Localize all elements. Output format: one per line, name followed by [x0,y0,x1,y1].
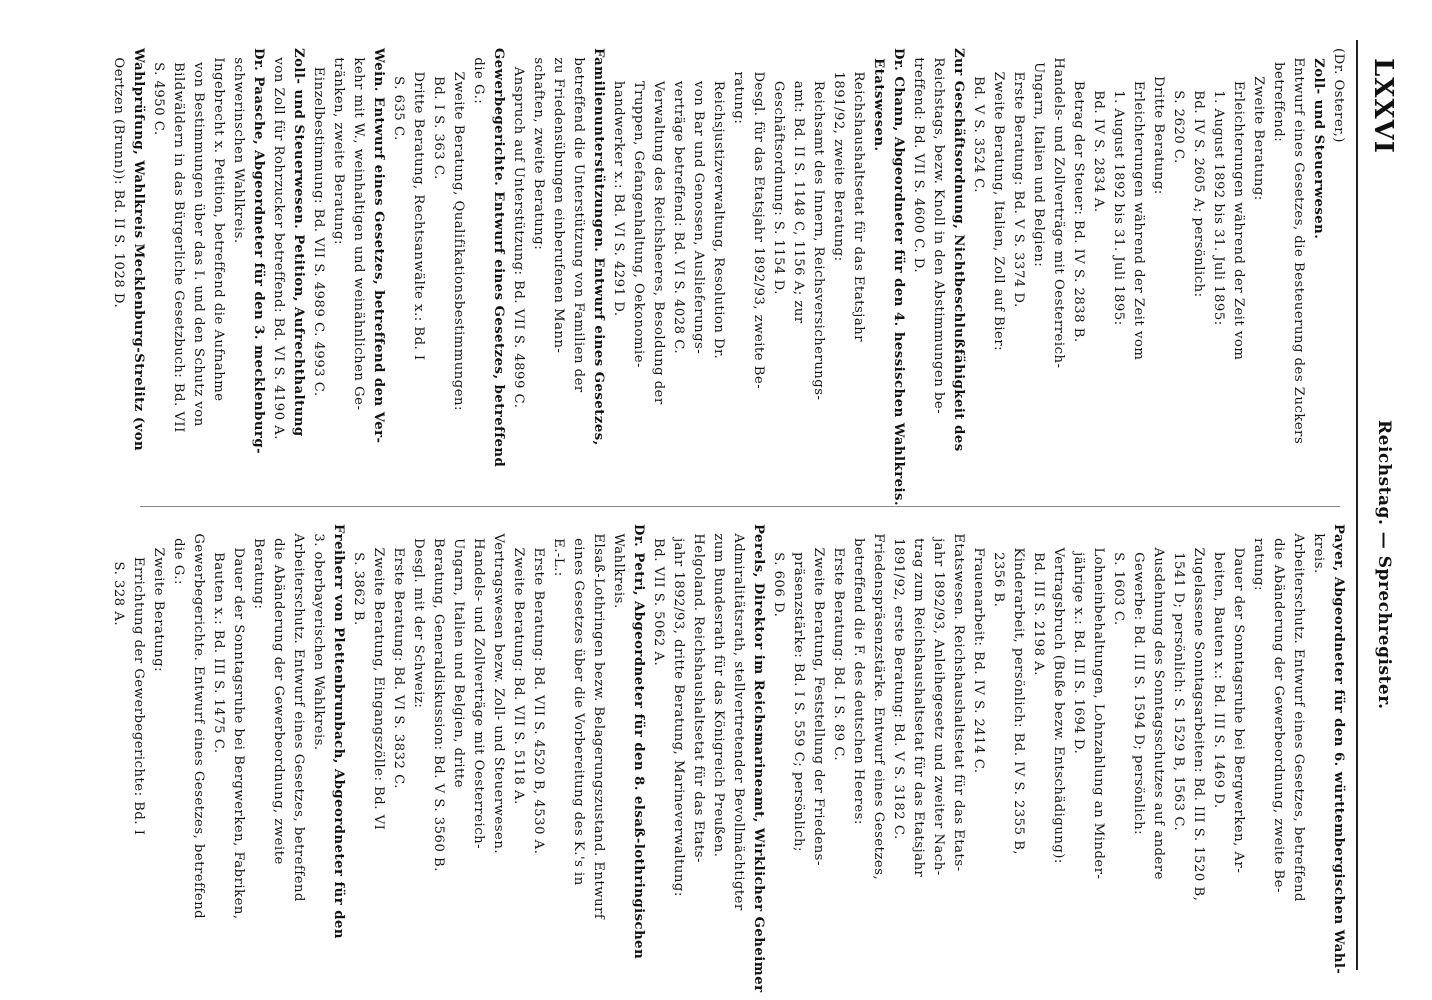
register-line: 1891/92, zweite Beratung: [831,48,846,262]
register-line: Beratung, Generaldiskussion: Bd. V S. 3560 B. [431,524,446,872]
register-line: S. 606 D. [771,524,786,618]
register-line: betreffend: [1271,48,1286,143]
register-line: Handels- und Zollverträge mit Oesterreich- [471,524,486,850]
register-line: 1541 D; persönlich: S. 1529 B, 1563 C. [1171,524,1186,832]
register-line: die Abänderung der Gewerbeordnung, zweite [271,524,286,865]
register-line: Gewerbe: Bd. III S. 1594 D; persönlich: [1131,524,1146,836]
register-line: S. 4950 C. [151,48,166,136]
register-line: 1. August 1892 bis 31. Juli 1895: [1211,48,1226,326]
register-line: Etatswesen. Reichshaushaltsetat für das Etats- [951,524,966,872]
register-line: amt: Bd. II S. 1148 C, 1156 A; zur [791,48,806,324]
register-line: Errichtung der Gewerbegerichte: Bd. I [131,524,146,836]
register-line: Anspruch auf Unterstützung: Bd. VII S. 4899 C. [511,48,526,409]
register-line: beiten, Bauten x.: Bd. III S. 1469 D. [1211,524,1226,809]
register-line: Bd. VII S. 5062 A. [651,524,666,667]
register-line: handwerker x.: Bd. VI S. 4291 D. [611,48,626,317]
register-line: Bd. I S. 363 C. [431,48,446,180]
register-line: Gewerbegerichte. Entwurf eines Gesetzes, betreffend [191,524,206,920]
register-line: (Dr. Osterer,) [1331,48,1346,143]
register-line: Zweite Beratung, Italien, Zoll auf Bier: [991,48,1006,352]
register-line: Ingebrecht x. Petition, betreffend die Aufnahme [211,48,226,402]
register-line: Zweite Beratung: Bd. VII S. 5118 A. [511,524,526,805]
register-line: Bd. V S. 3524 C. [971,48,986,193]
register-line: Handels- und Zollverträge mit Oesterreich- [1051,48,1066,369]
register-line: Erste Beratung: Bd. I S. 89 C. [831,524,846,762]
register-line: Arbeiterschutz. Entwurf eines Gesetzes, betreffend [291,524,306,902]
register-line: Einzelbestimmung: Bd. VII S. 4989 C. 4993 C. [311,48,326,397]
register-line: zum Bundesrath für das Königreich Preußen. [711,524,726,858]
register-line: Bildwäldern in das Bürgerliche Gesetzbuch: Bd. VII [171,48,186,433]
register-line: Erleichterungen während der Zeit vom [1131,48,1146,361]
register-line: von Bar und Genossen, Auslieferungs- [691,48,706,355]
register-line: S. 1603 C. [1111,524,1126,626]
register-line: Vertragsbruch (Buße bezw. Entschädigung): [1051,524,1066,864]
register-line: kehr mit W., weinhaltigen und weinähnlichen Ge- [351,48,366,411]
register-line: Helgoland. Reichshaushaltsetat für das Etats- [691,524,706,863]
register-line: Verwaltung des Reichsheeres, Besoldung der [651,48,666,405]
register-line: Wein. Entwurf eines Gesetzes, betreffend den Ver- [371,48,386,444]
register-line: von Zoll für Rohrzucker betreffend: Bd. VI S. 4190 A. [271,48,286,440]
register-line: Perels, Direktor im Reichsmarineamt, Wirklicher Geheimer [751,524,766,993]
register-line: 2356 B. [991,524,1006,608]
register-line: Zoll- und Steuerwesen. Petition, Aufrechthaltung [291,48,306,437]
register-line: Familienunterstützungen. Entwurf eines Gesetzes, [591,48,606,446]
register-line: ratung: [1251,524,1266,591]
register-line: Dritte Beratung, Rechtsanwälte x.: Bd. I [411,48,426,361]
register-line: S. 2620 C. [1171,48,1186,164]
register-line: die G.: [171,524,186,585]
register-line: Dr. Petri, Abgeordneter für den 8. elsaß-lothringischen [631,524,646,960]
register-line: Bd. IV S. 2834 A. [1091,48,1106,213]
register-line: Friedenspräsenzstärke. Entwurf eines Gesetzes, [871,524,886,881]
header-rule [1356,40,1358,970]
register-line: Reichshaushaltsetat für das Etatsjahr [851,48,866,343]
register-line: Dr. Chann, Abgeordneter für den 4. hessischen Wahlkreis. [891,48,906,507]
register-line: von Bestimmungen über das I. und den Schutz von [191,48,206,427]
register-line: Wahlprüfung, Wahlkreis Mecklenburg-Strelitz (von [131,48,146,452]
register-line: Arbeiterschutz. Entwurf eines Gesetzes, betreffend [1291,524,1306,902]
register-line: Truppen, Gefangenhaltung, Oekonomie- [631,48,646,368]
register-line: Etatswesen. [871,48,886,152]
register-line: Erste Beratung: Bd. VII S. 4520 B, 4530 A. [531,524,546,855]
page-number: LXXVI [1368,58,1398,154]
register-line: schwerinschen Wahlkreis. [231,48,246,244]
register-line: Frauenarbeit: Bd. IV S. 2414 C. [971,524,986,774]
register-line: Zweite Beratung, Qualifikationsbestimmungen: [451,48,466,411]
register-line: die Abänderung der Gewerbeordnung, zweite Be- [1271,524,1286,893]
register-line: treffend: Bd. VII S. 4600 C. D. [911,48,926,274]
register-line: Payer, Abgeordneter für den 6. württembergischen Wahl- [1331,524,1346,975]
register-line: Wahlkreis. [611,524,626,609]
register-line: Zur Geschäftsordnung, Nichtbeschlußfähigkeit des [951,48,966,452]
register-line: Beratung: [251,524,266,610]
register-line: kreis. [1311,524,1326,574]
register-line: zu Friedensübungen einberufenen Mann- [551,48,566,354]
register-line: Admiralitätsrath, stellvertretender Bevollmächtigter [731,524,746,911]
register-line: 1. August 1892 bis 31. Juli 1895: [1111,48,1126,326]
running-head: Reichstag. — Sprechregister. [1374,420,1394,710]
right-column [108,524,1348,993]
register-line: Dr. Paasche, Abgeordneter für den 3. mecklenburg- [251,48,266,455]
register-line: Oertzen (Brunn)): Bd. II S. 1028 D. [111,48,126,309]
register-line: Reichstags, bezw. Knoll in den Abstimmungen be- [931,48,946,415]
register-line: Reichsamt des Innern, Reichsversicherungs- [811,48,826,401]
register-line: jahr 1892/93, Anleihegesetz und zweiter Nach- [931,524,946,876]
register-line: Erleichterungen während der Zeit vom [1231,48,1246,361]
register-line: ratung: [731,48,746,125]
register-line: Reichsjustizverwaltung, Resolution Dr. [711,48,726,360]
register-line: Gewerbegerichte. Entwurf eines Gesetzes, betreffend [491,48,506,468]
register-line: S. 3862 B. [351,524,366,626]
register-line: betreffend die Unterstützung von Familien der [571,48,586,393]
register-line: präsenzstärke: Bd. I S. 559 C; persönlich; [791,524,806,852]
register-line: Geschäftsordnung: S. 1154 D. [771,48,786,295]
register-line: S. 635 C. [391,48,406,141]
left-column [108,48,1348,507]
register-line: E.-L.: [551,524,566,577]
register-line: Betrag der Steuer: Bd. IV S. 2838 B. [1071,48,1086,343]
register-line: Vertragswesen bezw. Zoll- und Steuerwesen. [491,524,506,855]
register-line: Elsaß-Lothringen bezw. Belagerungszustand. Entwurf [591,524,606,920]
register-line: 1891/92, erste Beratung: Bd. V S. 3182 C. [891,524,906,840]
register-line: Desgl. mit der Schweiz: [411,524,426,709]
register-line: Bd. III S. 2198 A. [1031,524,1046,676]
register-line: 3. oberbayerischen Wahlkreis. [311,524,326,751]
register-line: tränken, zweite Beratung: [331,48,346,245]
column-divider [140,506,1340,507]
register-line: Freiherr von Plettenbrunbach, Abgeordneter für den [331,524,346,939]
register-line: Dritte Beratung: [1151,48,1166,195]
register-line: verträge betreffend: Bd. VI S. 4028 C. [671,48,686,355]
register-line: Dauer der Sonntagsruhe bei Bergwerken, Fabriken, [231,524,246,920]
register-line: trag zum Reichshaushaltsetat für das Etatsjahr [911,524,926,878]
register-line: jahr 1892/93, dritte Beratung, Marineverwaltung: [671,524,686,897]
register-line: Zweite Beratung: [1251,48,1266,201]
register-line: Ungarn, Italien und Belgien, dritte [451,524,466,789]
register-line: Dauer der Sonntagsruhe bei Bergwerken, Ar- [1231,524,1246,874]
register-line: Zoll- und Steuerwesen. [1311,48,1326,240]
register-line: Erste Beratung: Bd. VI S. 3832 C. [391,524,406,789]
register-line: betreffend die F. des deutschen Heeres: [851,524,866,825]
register-line: schaften, zweite Beratung: [531,48,546,251]
register-line: Desgl. für das Etatsjahr 1892/93, zweite Be- [751,48,766,390]
register-line: Bauten x.: Bd. III S. 1475 C. [211,524,226,754]
register-line: eines Gesetzes über die Vorbereitung des K.'s in [571,524,586,886]
register-line: Bd. IV S. 2605 A; persönlich: [1191,48,1206,298]
register-line: jährige x.: Bd. III S. 1694 D. [1071,524,1086,755]
register-line: S. 328 A. [111,524,126,627]
register-line: die G.: [471,48,486,105]
register-line: Ausdehnung des Sonntagsschutzes auf andere [1151,524,1166,880]
register-line: Ungarn, Italien und Belgien: [1031,48,1046,268]
register-line: Erste Beratung: Bd. V S. 3374 D. [1011,48,1026,308]
register-line: Zweite Beratung, Eingangszölle: Bd. VI [371,524,386,831]
register-line: Entwurf eines Gesetzes, die Besteuerung des Zuckers [1291,48,1306,445]
register-line: Zweite Beratung, Feststellung der Friedens- [811,524,826,866]
register-line: Zugelassene Sonntagsarbeiten: Bd. III S. 1520 B, [1191,524,1206,902]
register-line: Lohneinbehaltungen, Lohnzahlung an Minder- [1091,524,1106,880]
register-line: Kinderarbeit, persönlich: Bd. IV S. 2355 B, [1011,524,1026,856]
register-line: Zweite Beratung: [151,524,166,673]
